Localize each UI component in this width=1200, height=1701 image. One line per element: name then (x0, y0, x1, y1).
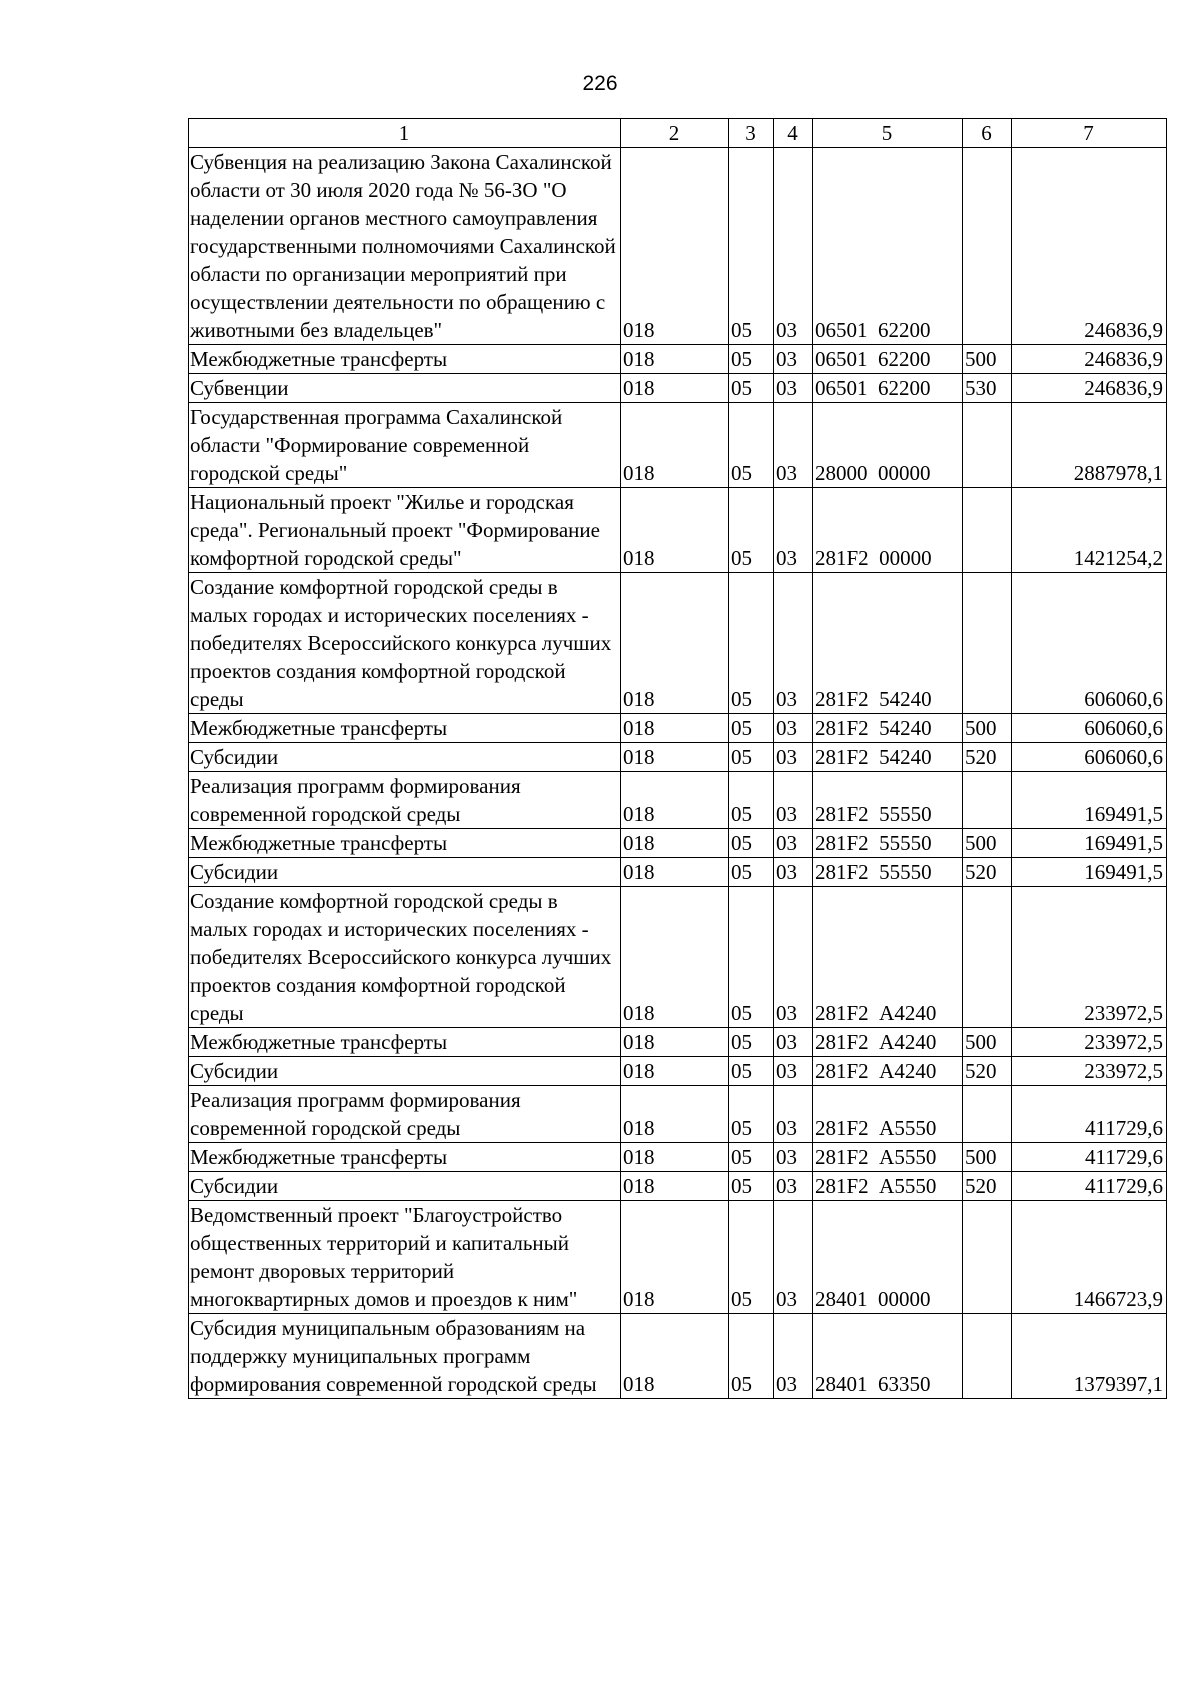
ministry-code-cell: 018 (621, 345, 729, 374)
ministry-code-cell: 018 (621, 1143, 729, 1172)
target-article-cell: 28401 00000 (813, 1201, 963, 1314)
ministry-code-cell: 018 (621, 772, 729, 829)
expense-type-cell (963, 1086, 1012, 1143)
ministry-code-cell: 018 (621, 374, 729, 403)
subsection-code-cell: 03 (774, 1028, 813, 1057)
subsection-code-cell: 03 (774, 772, 813, 829)
subsection-code-cell: 03 (774, 573, 813, 714)
ministry-code-cell: 018 (621, 1057, 729, 1086)
ministry-code-cell: 018 (621, 573, 729, 714)
target-article-cell: 281F2 55550 (813, 772, 963, 829)
column-header: 6 (963, 119, 1012, 148)
ministry-code-cell: 018 (621, 1201, 729, 1314)
subsection-code-cell: 03 (774, 829, 813, 858)
ministry-code-cell: 018 (621, 714, 729, 743)
section-code-cell: 05 (729, 772, 774, 829)
row-name-cell: Реализация программ формирования современной городской среды (189, 1086, 621, 1143)
budget-table (188, 118, 1167, 1399)
expense-type-cell: 500 (963, 1143, 1012, 1172)
subsection-code-cell: 03 (774, 488, 813, 573)
amount-cell: 233972,5 (1012, 1057, 1167, 1086)
subsection-code-cell: 03 (774, 1143, 813, 1172)
subsection-code-cell: 03 (774, 345, 813, 374)
amount-cell: 233972,5 (1012, 1028, 1167, 1057)
target-article-cell: 281F2 А5550 (813, 1086, 963, 1143)
row-name-cell: Национальный проект "Жилье и городская среда". Региональный проект "Формирование комфортной городской среды" (189, 488, 621, 573)
row-name-cell: Субвенция на реализацию Закона Сахалинской области от 30 июля 2020 года № 56-ЗО "О наделении органов местного самоуправления государственными полномочиями Сахалинской области по организации мероприятий при осуществлении деятельности по обращению с животными без владельцев" (189, 148, 621, 345)
row-name-cell: Субвенции (189, 374, 621, 403)
section-code-cell: 05 (729, 1028, 774, 1057)
column-header: 3 (729, 119, 774, 148)
target-article-cell: 28401 63350 (813, 1314, 963, 1399)
row-name-cell: Создание комфортной городской среды в малых городах и исторических поселениях - победителях Всероссийского конкурса лучших проектов создания комфортной городской среды (189, 573, 621, 714)
table-row (189, 714, 1167, 743)
amount-cell: 233972,5 (1012, 887, 1167, 1028)
row-name-cell: Субсидии (189, 743, 621, 772)
column-header: 7 (1012, 119, 1167, 148)
target-article-cell: 281F2 А4240 (813, 1028, 963, 1057)
column-header: 2 (621, 119, 729, 148)
table-row (189, 772, 1167, 829)
amount-cell: 246836,9 (1012, 148, 1167, 345)
section-code-cell: 05 (729, 1057, 774, 1086)
section-code-cell: 05 (729, 1143, 774, 1172)
expense-type-cell: 500 (963, 345, 1012, 374)
column-header: 5 (813, 119, 963, 148)
section-code-cell: 05 (729, 1172, 774, 1201)
expense-type-cell (963, 488, 1012, 573)
expense-type-cell: 520 (963, 1172, 1012, 1201)
expense-type-cell: 500 (963, 714, 1012, 743)
expense-type-cell (963, 887, 1012, 1028)
ministry-code-cell: 018 (621, 488, 729, 573)
section-code-cell: 05 (729, 1201, 774, 1314)
amount-cell: 169491,5 (1012, 858, 1167, 887)
section-code-cell: 05 (729, 858, 774, 887)
row-name-cell: Межбюджетные трансферты (189, 829, 621, 858)
ministry-code-cell: 018 (621, 858, 729, 887)
expense-type-cell (963, 148, 1012, 345)
subsection-code-cell: 03 (774, 1172, 813, 1201)
subsection-code-cell: 03 (774, 374, 813, 403)
subsection-code-cell: 03 (774, 148, 813, 345)
section-code-cell: 05 (729, 488, 774, 573)
expense-type-cell (963, 1314, 1012, 1399)
table-row (189, 374, 1167, 403)
expense-type-cell: 500 (963, 829, 1012, 858)
row-name-cell: Субсидия муниципальным образованиям на поддержку муниципальных программ формирования современной городской среды (189, 1314, 621, 1399)
expense-type-cell: 530 (963, 374, 1012, 403)
target-article-cell: 281F2 54240 (813, 714, 963, 743)
section-code-cell: 05 (729, 1086, 774, 1143)
row-name-cell: Государственная программа Сахалинской области "Формирование современной городской среды" (189, 403, 621, 488)
expense-type-cell (963, 573, 1012, 714)
ministry-code-cell: 018 (621, 1028, 729, 1057)
expense-type-cell: 520 (963, 858, 1012, 887)
amount-cell: 411729,6 (1012, 1172, 1167, 1201)
table-row (189, 403, 1167, 488)
section-code-cell: 05 (729, 743, 774, 772)
amount-cell: 246836,9 (1012, 345, 1167, 374)
row-name-cell: Межбюджетные трансферты (189, 1143, 621, 1172)
ministry-code-cell: 018 (621, 1086, 729, 1143)
amount-cell: 606060,6 (1012, 714, 1167, 743)
row-name-cell: Межбюджетные трансферты (189, 345, 621, 374)
section-code-cell: 05 (729, 573, 774, 714)
amount-cell: 169491,5 (1012, 829, 1167, 858)
subsection-code-cell: 03 (774, 403, 813, 488)
expense-type-cell (963, 772, 1012, 829)
ministry-code-cell: 018 (621, 1172, 729, 1201)
target-article-cell: 06501 62200 (813, 345, 963, 374)
section-code-cell: 05 (729, 829, 774, 858)
table-row (189, 1314, 1167, 1399)
table-row (189, 1057, 1167, 1086)
expense-type-cell: 520 (963, 743, 1012, 772)
ministry-code-cell: 018 (621, 743, 729, 772)
row-name-cell: Субсидии (189, 1172, 621, 1201)
amount-cell: 1379397,1 (1012, 1314, 1167, 1399)
row-name-cell: Ведомственный проект "Благоустройство общественных территорий и капитальный ремонт дворовых территорий многоквартирных домов и проездов к ним" (189, 1201, 621, 1314)
target-article-cell: 281F2 А4240 (813, 887, 963, 1028)
subsection-code-cell: 03 (774, 1086, 813, 1143)
subsection-code-cell: 03 (774, 858, 813, 887)
table-row (189, 148, 1167, 345)
section-code-cell: 05 (729, 374, 774, 403)
section-code-cell: 05 (729, 714, 774, 743)
amount-cell: 411729,6 (1012, 1143, 1167, 1172)
subsection-code-cell: 03 (774, 1314, 813, 1399)
expense-type-cell: 520 (963, 1057, 1012, 1086)
target-article-cell: 06501 62200 (813, 374, 963, 403)
subsection-code-cell: 03 (774, 1201, 813, 1314)
target-article-cell: 06501 62200 (813, 148, 963, 345)
row-name-cell: Создание комфортной городской среды в малых городах и исторических поселениях - победителях Всероссийского конкурса лучших проектов создания комфортной городской среды (189, 887, 621, 1028)
table-row (189, 573, 1167, 714)
ministry-code-cell: 018 (621, 829, 729, 858)
section-code-cell: 05 (729, 1314, 774, 1399)
page-number: 226 (582, 72, 618, 95)
table-header-row (189, 119, 1167, 148)
column-header: 1 (189, 119, 621, 148)
table-row (189, 1201, 1167, 1314)
amount-cell: 169491,5 (1012, 772, 1167, 829)
row-name-cell: Межбюджетные трансферты (189, 714, 621, 743)
amount-cell: 606060,6 (1012, 573, 1167, 714)
amount-cell: 1466723,9 (1012, 1201, 1167, 1314)
table-row (189, 887, 1167, 1028)
table-row (189, 1172, 1167, 1201)
ministry-code-cell: 018 (621, 887, 729, 1028)
table-row (189, 858, 1167, 887)
subsection-code-cell: 03 (774, 887, 813, 1028)
target-article-cell: 281F2 А4240 (813, 1057, 963, 1086)
table-row (189, 743, 1167, 772)
section-code-cell: 05 (729, 403, 774, 488)
table-row (189, 1143, 1167, 1172)
row-name-cell: Субсидии (189, 858, 621, 887)
target-article-cell: 281F2 А5550 (813, 1143, 963, 1172)
table-row (189, 488, 1167, 573)
target-article-cell: 281F2 54240 (813, 573, 963, 714)
table-row (189, 1028, 1167, 1057)
table-row (189, 345, 1167, 374)
target-article-cell: 281F2 54240 (813, 743, 963, 772)
target-article-cell: 281F2 55550 (813, 829, 963, 858)
subsection-code-cell: 03 (774, 743, 813, 772)
amount-cell: 1421254,2 (1012, 488, 1167, 573)
section-code-cell: 05 (729, 148, 774, 345)
expense-type-cell (963, 1201, 1012, 1314)
subsection-code-cell: 03 (774, 714, 813, 743)
subsection-code-cell: 03 (774, 1057, 813, 1086)
table-row (189, 1086, 1167, 1143)
ministry-code-cell: 018 (621, 1314, 729, 1399)
ministry-code-cell: 018 (621, 148, 729, 345)
target-article-cell: 28000 00000 (813, 403, 963, 488)
ministry-code-cell: 018 (621, 403, 729, 488)
amount-cell: 606060,6 (1012, 743, 1167, 772)
target-article-cell: 281F2 55550 (813, 858, 963, 887)
table-row (189, 829, 1167, 858)
row-name-cell: Субсидии (189, 1057, 621, 1086)
target-article-cell: 281F2 00000 (813, 488, 963, 573)
column-header: 4 (774, 119, 813, 148)
row-name-cell: Межбюджетные трансферты (189, 1028, 621, 1057)
amount-cell: 246836,9 (1012, 374, 1167, 403)
expense-type-cell (963, 403, 1012, 488)
amount-cell: 411729,6 (1012, 1086, 1167, 1143)
row-name-cell: Реализация программ формирования современной городской среды (189, 772, 621, 829)
expense-type-cell: 500 (963, 1028, 1012, 1057)
section-code-cell: 05 (729, 887, 774, 1028)
target-article-cell: 281F2 А5550 (813, 1172, 963, 1201)
section-code-cell: 05 (729, 345, 774, 374)
amount-cell: 2887978,1 (1012, 403, 1167, 488)
